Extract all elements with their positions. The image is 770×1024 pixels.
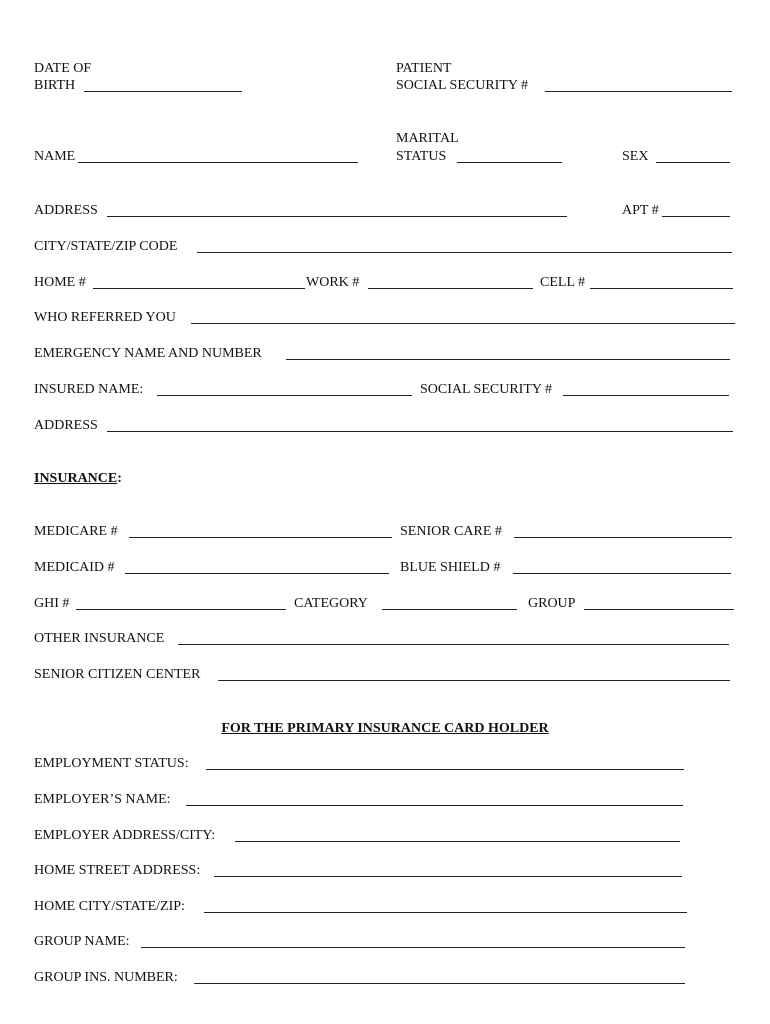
insurance-heading: INSURANCE: [34, 471, 122, 486]
group-ins-number-field[interactable] [194, 983, 685, 984]
blue-shield-field[interactable] [513, 573, 731, 574]
patient-ssn-label-line1: PATIENT [396, 61, 452, 76]
insured-ssn-label: SOCIAL SECURITY # [420, 382, 552, 397]
emergency-contact-label: EMERGENCY NAME AND NUMBER [34, 346, 262, 361]
work-phone-field[interactable] [368, 288, 533, 289]
employer-name-label: EMPLOYER’S NAME: [34, 792, 171, 807]
patient-ssn-label-line2: SOCIAL SECURITY # [396, 78, 528, 93]
sex-label: SEX [622, 149, 649, 164]
senior-center-label: SENIOR CITIZEN CENTER [34, 667, 201, 682]
city-state-zip-label: CITY/STATE/ZIP CODE [34, 239, 178, 254]
home-phone-label: HOME # [34, 275, 86, 290]
employment-status-field[interactable] [206, 769, 684, 770]
employer-address-label: EMPLOYER ADDRESS/CITY: [34, 828, 216, 843]
category-label: CATEGORY [294, 596, 368, 611]
city-state-zip-field[interactable] [197, 252, 732, 253]
blue-shield-label: BLUE SHIELD # [400, 560, 501, 575]
referred-by-label: WHO REFERRED YOU [34, 310, 176, 325]
patient-ssn-field[interactable] [545, 91, 732, 92]
apt-field[interactable] [662, 216, 730, 217]
insured-address-label: ADDRESS [34, 418, 98, 433]
medicaid-field[interactable] [125, 573, 389, 574]
group-label: GROUP [528, 596, 576, 611]
primary-holder-heading: FOR THE PRIMARY INSURANCE CARD HOLDER [221, 721, 549, 736]
address-label: ADDRESS [34, 203, 98, 218]
ghi-field[interactable] [76, 609, 286, 610]
insured-name-label: INSURED NAME: [34, 382, 144, 397]
emergency-contact-field[interactable] [286, 359, 730, 360]
ghi-label: GHI # [34, 596, 70, 611]
group-ins-number-label: GROUP INS. NUMBER: [34, 970, 178, 985]
home-street-field[interactable] [214, 876, 682, 877]
employment-status-label: EMPLOYMENT STATUS: [34, 756, 189, 771]
other-insurance-field[interactable] [178, 644, 729, 645]
employer-address-field[interactable] [235, 841, 680, 842]
category-field[interactable] [382, 609, 517, 610]
senior-center-field[interactable] [218, 680, 730, 681]
insured-address-field[interactable] [107, 431, 733, 432]
medicare-field[interactable] [129, 537, 392, 538]
name-label: NAME [34, 149, 76, 164]
insured-ssn-field[interactable] [563, 395, 729, 396]
dob-label-line1: DATE OF [34, 61, 92, 76]
marital-label-line2: STATUS [396, 149, 447, 164]
dob-field[interactable] [84, 91, 242, 92]
home-street-label: HOME STREET ADDRESS: [34, 863, 201, 878]
medicare-label: MEDICARE # [34, 524, 118, 539]
home-city-field[interactable] [204, 912, 687, 913]
medicaid-label: MEDICAID # [34, 560, 115, 575]
home-phone-field[interactable] [93, 288, 305, 289]
senior-care-label: SENIOR CARE # [400, 524, 502, 539]
employer-name-field[interactable] [186, 805, 683, 806]
cell-phone-label: CELL # [540, 275, 585, 290]
work-phone-label: WORK # [306, 275, 360, 290]
name-field[interactable] [78, 162, 358, 163]
apt-label: APT # [622, 203, 659, 218]
other-insurance-label: OTHER INSURANCE [34, 631, 165, 646]
sex-field[interactable] [656, 162, 730, 163]
group-name-field[interactable] [141, 947, 685, 948]
senior-care-field[interactable] [514, 537, 732, 538]
group-field[interactable] [584, 609, 734, 610]
home-city-label: HOME CITY/STATE/ZIP: [34, 899, 185, 914]
marital-label-line1: MARITAL [396, 131, 459, 146]
group-name-label: GROUP NAME: [34, 934, 130, 949]
insured-name-field[interactable] [157, 395, 412, 396]
address-field[interactable] [107, 216, 567, 217]
referred-by-field[interactable] [191, 323, 735, 324]
dob-label-line2: BIRTH [34, 78, 76, 93]
marital-status-field[interactable] [457, 162, 562, 163]
cell-phone-field[interactable] [590, 288, 733, 289]
